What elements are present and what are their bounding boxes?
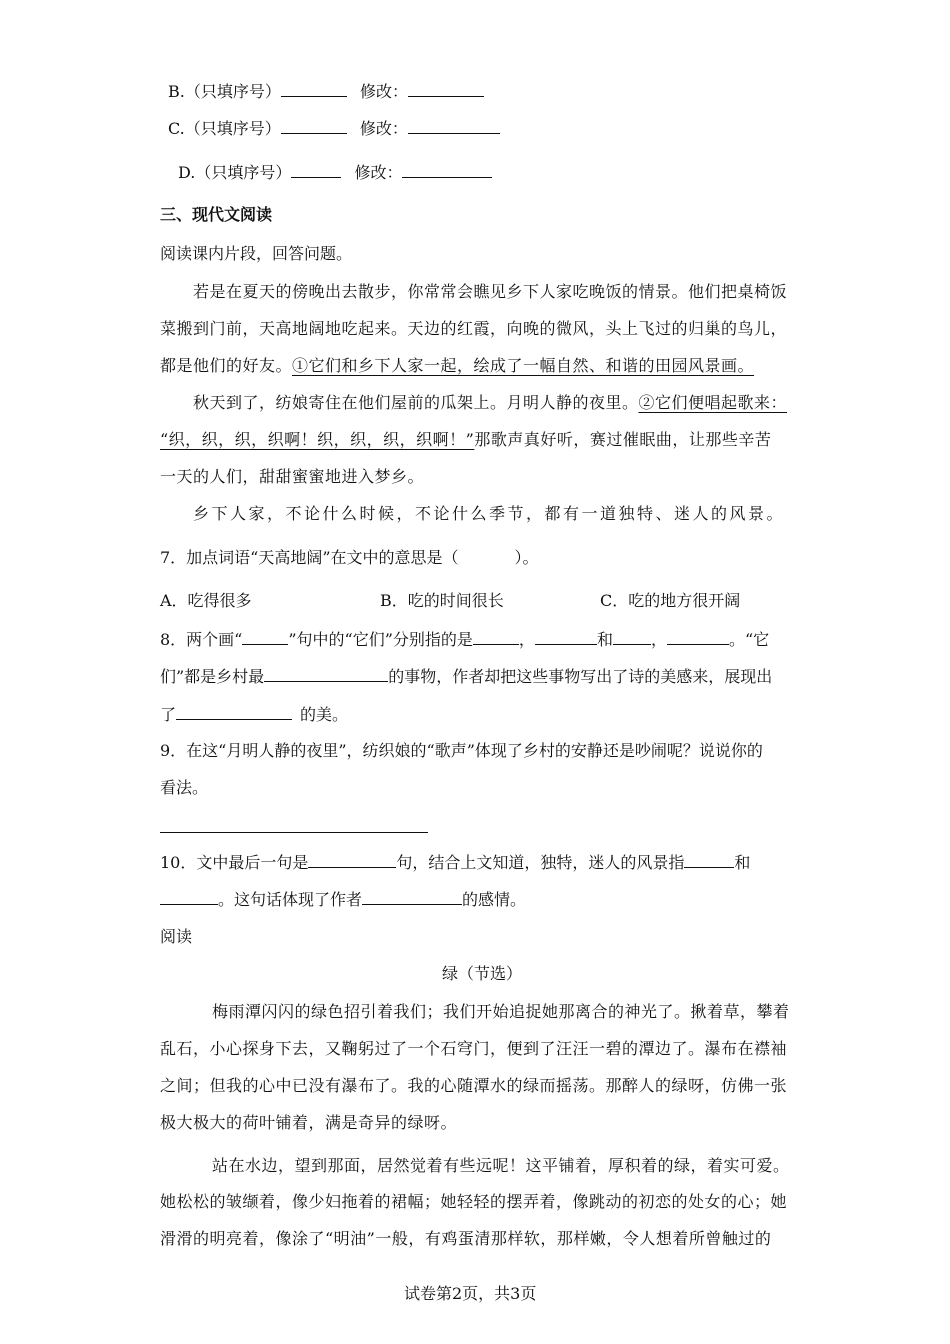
answer-blank[interactable] <box>473 628 519 645</box>
answer-blank[interactable] <box>160 888 218 905</box>
passage-line: 极大极大的荷叶铺着，满是奇异的绿呀。 <box>160 1113 458 1132</box>
fill-row-prefix: B.（只填序号） <box>168 82 281 101</box>
answer-blank[interactable] <box>176 703 292 720</box>
q10-text: 10．文中最后一句是 <box>160 853 309 872</box>
answer-blank[interactable] <box>408 117 500 134</box>
passage-line: 之间；但我的心中已没有瀑布了。我的心随潭水的绿而摇荡。那醉人的绿呀，仿佛一张 <box>160 1076 788 1095</box>
passage-line: 乡下人家，不论什么时候，不论什么季节，都有一道独特、迷人的风景。 <box>193 504 786 523</box>
fill-row-c <box>168 117 500 140</box>
question-8-line-2 <box>160 665 772 688</box>
q8-text: ， <box>650 630 667 649</box>
underlined-sentence-1: ①它们和乡下人家一起，绘成了一幅自然、和谐的田园风景画。 <box>292 356 755 375</box>
question-stem: 7．加点词语“天高地阔”在文中的意思是（ <box>160 548 459 567</box>
passage-line: 若是在夏天的傍晚出去散步，你常常会瞧见乡下人家吃晚饭的情景。他们把桌椅饭 <box>193 282 788 301</box>
q8-text: 了 <box>160 705 177 724</box>
fill-row-mid: 修改： <box>359 82 408 101</box>
option-a[interactable]: A．吃得很多 <box>160 591 252 610</box>
question-9-line-1: 9．在这“月明人静的夜里”，纺织娘的“歌声”体现了乡村的安静还是吵闹呢？说说你的 <box>160 741 763 760</box>
answer-blank[interactable] <box>684 851 734 868</box>
q10-text: 句，结合上文知道，独特，迷人的风景指 <box>396 853 685 872</box>
passage-title: 绿（节选） <box>442 964 523 983</box>
answer-blank[interactable] <box>308 851 396 868</box>
q8-text: ， <box>518 630 535 649</box>
q8-text: 和 <box>596 630 613 649</box>
fill-row-b <box>168 80 484 103</box>
fill-row-prefix: D.（只填序号） <box>178 163 292 182</box>
answer-blank[interactable] <box>291 161 341 178</box>
reading-label: 阅读 <box>160 927 193 946</box>
answer-blank[interactable] <box>408 80 484 97</box>
answer-blank[interactable] <box>613 628 651 645</box>
answer-blank[interactable] <box>667 628 729 645</box>
underlined-sentence-2-cont: “织，织，织，织啊！织，织，织，织啊！” <box>160 430 475 449</box>
q8-text: ”句中的“它们”分别指的是 <box>288 630 473 649</box>
question-10-line-1 <box>160 851 750 874</box>
answer-blank[interactable] <box>264 665 388 682</box>
passage-line: 梅雨潭闪闪的绿色招引着我们；我们开始追捉她那离合的神光了。揪着草，攀着 <box>212 1002 790 1021</box>
answer-blank[interactable] <box>362 888 462 905</box>
q8-text: 的事物，作者却把这些事物写出了诗的美感来，展现出 <box>388 667 773 686</box>
section-heading: 三、现代文阅读 <box>160 205 273 224</box>
option-c[interactable]: C．吃的地方很开阔 <box>600 591 741 610</box>
passage-line: 滑滑的明亮着，像涂了“明油”一般，有鸡蛋清那样软，那样嫩，令人想着所曾触过的 <box>160 1229 772 1248</box>
q8-text: 。“它 <box>728 630 770 649</box>
passage-line: 菜搬到门前，天高地阔地吃起来。天边的红霞，向晚的微风，头上飞过的归巢的鸟儿， <box>160 319 788 338</box>
passage-line <box>160 355 754 377</box>
passage-line: 一天的人们，甜甜蜜蜜地进入梦乡。 <box>160 467 425 486</box>
underlined-sentence-2: ②它们便唱起歌来： <box>638 393 788 412</box>
page-footer: 试卷第2页，共3页 <box>404 1284 537 1303</box>
fill-row-mid: 修改： <box>359 119 408 138</box>
passage-line: 乱石，小心探身下去，又鞠躬过了一个石穹门，便到了汪汪一碧的潭边了。瀑布在襟袖 <box>160 1039 788 1058</box>
question-10-line-2 <box>160 888 526 911</box>
passage-line <box>193 392 787 414</box>
answer-blank[interactable] <box>402 161 492 178</box>
answer-blank[interactable] <box>242 628 288 645</box>
answer-blank[interactable] <box>535 628 597 645</box>
q8-text: 8．两个画“ <box>160 630 243 649</box>
q10-text: 。这句话体现了作者 <box>218 890 363 909</box>
question-9-line-2: 看法。 <box>160 778 209 797</box>
answer-line[interactable] <box>160 832 428 833</box>
question-7 <box>160 547 539 569</box>
fill-row-mid: 修改： <box>354 163 403 182</box>
fill-row-d <box>178 161 492 184</box>
passage-line <box>160 429 771 451</box>
option-b[interactable]: B．吃的时间很长 <box>380 591 504 610</box>
q10-text: 的感情。 <box>462 890 527 909</box>
section-instruction: 阅读课内片段，回答问题。 <box>160 244 353 263</box>
q8-text: 们”都是乡村最 <box>160 667 265 686</box>
q10-text: 和 <box>734 853 751 872</box>
q8-text: 的美。 <box>300 705 349 724</box>
question-8-line-3 <box>160 703 348 726</box>
passage-text: 都是他们的好友。 <box>160 356 293 375</box>
question-stem-end: ）。 <box>514 548 539 567</box>
answer-blank[interactable] <box>281 80 347 97</box>
answer-blank[interactable] <box>281 117 347 134</box>
fill-row-prefix: C.（只填序号） <box>168 119 281 138</box>
passage-line: 站在水边，望到那面，居然觉着有些远呢！这平铺着，厚积着的绿，着实可爱。 <box>212 1156 790 1175</box>
passage-line: 她松松的皱缬着，像少妇拖着的裙幅；她轻轻的摆弄着，像跳动的初恋的处女的心；她 <box>160 1192 788 1211</box>
passage-text: 秋天到了，纺娘寄住在他们屋前的瓜架上。月明人静的夜里。 <box>193 393 639 412</box>
passage-text: 那歌声真好听，赛过催眠曲，让那些辛苦 <box>474 430 772 449</box>
question-8-line-1 <box>160 628 769 651</box>
